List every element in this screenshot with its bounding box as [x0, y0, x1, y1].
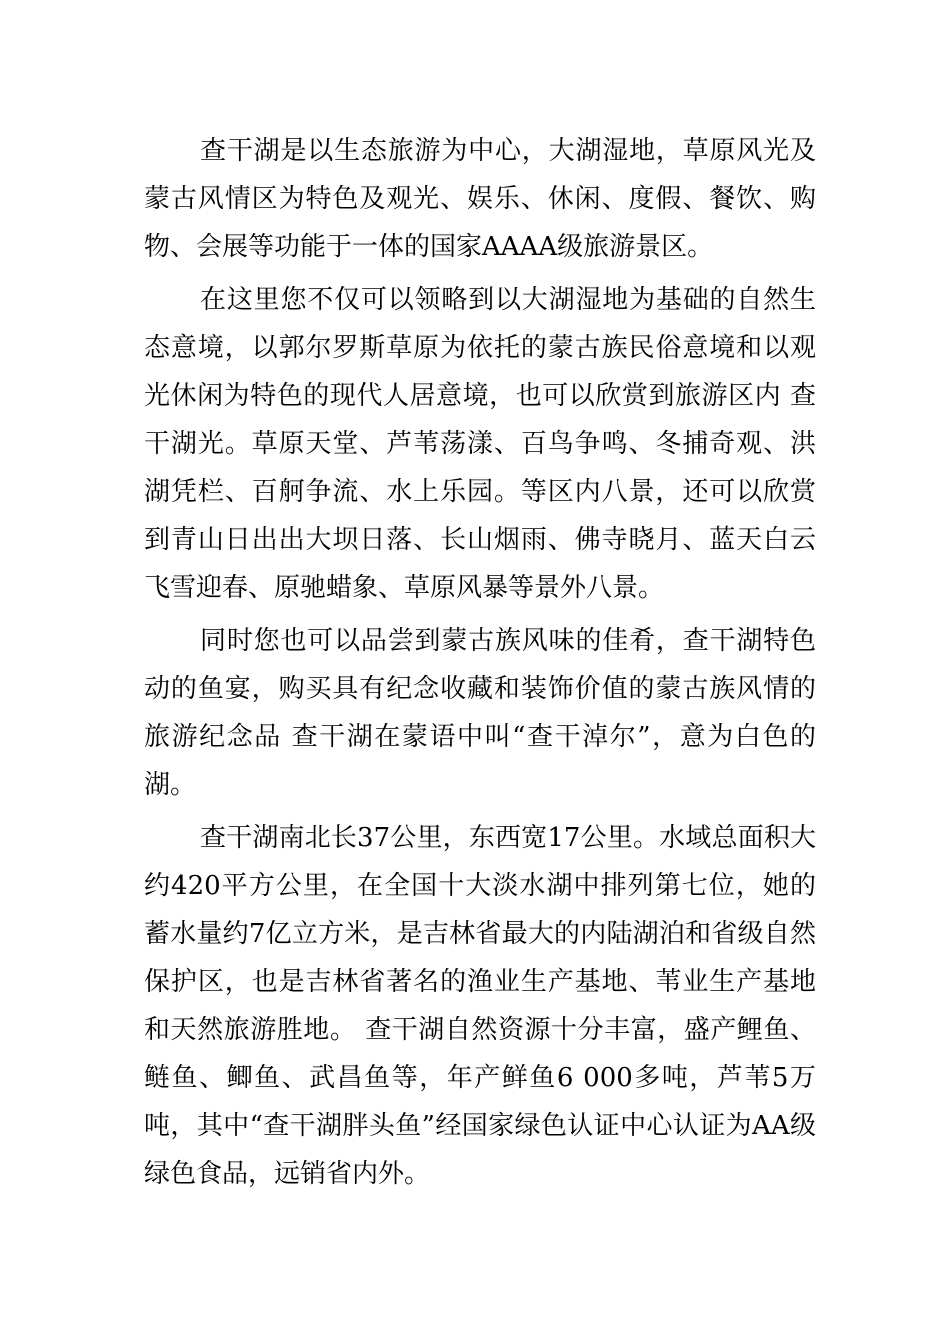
document-body [144, 127, 816, 1203]
paragraph-scenery: 在这里您不仅可以领略到以大湖湿地为基础的自然生态意境，以郭尔罗斯草原为依托的蒙古族民俗意境和以观光休闲为特色的现代人居意境，也可以欣赏到旅游区内 查干湖光。草原天堂、芦苇荡漾、百鸟争鸣、冬捕奇观、洪湖凭栏、百舸争流、水上乐园。等区内八景，还可以欣赏到青山日出出大坝日落、长山烟雨、佛寺晓月、蓝天白云飞雪迎春、原驰蜡象、草原风暴等景外八景。 [144, 285, 816, 603]
paragraph-facts: 查干湖南北长37公里，东西宽17公里。水域总面积大约420平方公里，在全国十大淡水湖中排列第七位，她的蓄水量约7亿立方米，是吉林省最大的内陆湖泊和省级自然保护区，也是吉林省著名的渔业生产基地、苇业生产基地和天然旅游胜地。 查干湖自然资源十分丰富，盛产鲤鱼、鲢鱼、鲫鱼、武昌鱼等，年产鲜鱼6 000多吨，芦苇5万吨，其中“查干湖胖头鱼”经国家绿色认证中心认证为AA级绿色食品，远销省内外。 [144, 823, 816, 1189]
paragraph-intro: 查干湖是以生态旅游为中心，大湖湿地，草原风光及蒙古风情区为特色及观光、娱乐、休闲、度假、餐饮、购物、会展等功能于一体的国家AAAA级旅游景区。 [144, 136, 816, 262]
paragraph-cuisine: 同时您也可以品尝到蒙古族风味的佳肴，查干湖特色动的鱼宴，购买具有纪念收藏和装饰价值的蒙古族风情的旅游纪念品 查干湖在蒙语中叫“查干淖尔”，意为白色的湖。 [144, 626, 816, 800]
